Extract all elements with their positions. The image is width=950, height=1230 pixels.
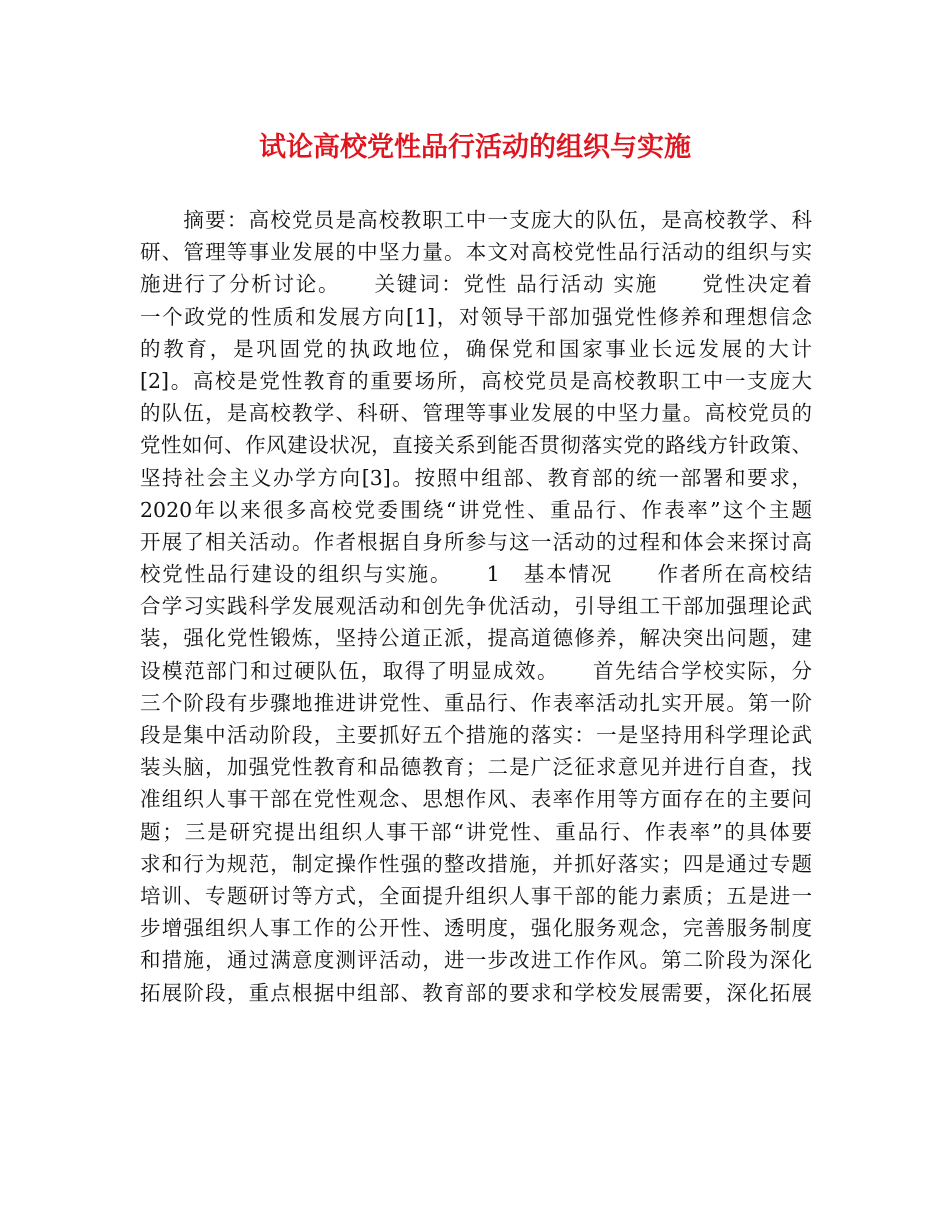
- body-line: 合学习实践科学发展观活动和创先争优活动，引导组工干部加强理论武: [140, 594, 812, 619]
- body-line: 装，强化党性锻炼，坚持公道正派，提高道德修养，解决突出问题，建: [140, 626, 812, 651]
- body-line: 的队伍，是高校教学、科研、管理等事业发展的中坚力量。高校党员的: [140, 401, 812, 426]
- body-line: [2]。高校是党性教育的重要场所，高校党员是高校教职工中一支庞大: [140, 368, 812, 393]
- body-line: 一个政党的性质和发展方向[1]，对领导干部加强党性修养和理想信念: [140, 304, 812, 329]
- body-line: 和措施，通过满意度测评活动，进一步改进工作作风。第二阶段为深化: [140, 948, 812, 973]
- body-line: 培训、专题研讨等方式，全面提升组织人事干部的能力素质；五是进一: [140, 883, 812, 908]
- body-line: 装头脑，加强党性教育和品德教育；二是广泛征求意见并进行自查，找: [140, 755, 812, 780]
- body-line: 段是集中活动阶段，主要抓好五个措施的落实：一是坚持用科学理论武: [140, 723, 812, 747]
- body-line: 开展了相关活动。作者根据自身所参与这一活动的过程和体会来探讨高: [140, 529, 812, 554]
- body-line: 党性如何、作风建设状况，直接关系到能否贯彻落实党的路线方针政策、: [140, 433, 812, 458]
- document-title: 试论高校党性品行活动的组织与实施: [259, 132, 691, 163]
- body-line: 施进行了分析讨论。 关键词：党性 品行活动 实施 党性决定着: [140, 272, 812, 297]
- body-line: 求和行为规范，制定操作性强的整改措施，并抓好落实；四是通过专题: [140, 851, 812, 876]
- body-line: 题；三是研究提出组织人事干部“讲党性、重品行、作表率”的具体要: [140, 819, 812, 844]
- body-line: 拓展阶段，重点根据中组部、教育部的要求和学校发展需要，深化拓展: [140, 980, 812, 1005]
- body-line: 坚持社会主义办学方向[3]。按照中组部、教育部的统一部署和要求，: [140, 465, 812, 490]
- body-line: 步增强组织人事工作的公开性、透明度，强化服务观念，完善服务制度: [140, 916, 812, 941]
- body-line: 2020年以来很多高校党委围绕“讲党性、重品行、作表率”这个主题: [140, 497, 812, 522]
- body-line: 研、管理等事业发展的中坚力量。本文对高校党性品行活动的组织与实: [140, 240, 812, 265]
- body-line: 设模范部门和过硬队伍，取得了明显成效。 首先结合学校实际，分: [140, 658, 812, 683]
- body-line: 的教育，是巩固党的执政地位，确保党和国家事业长远发展的大计: [140, 336, 812, 361]
- body-line: 准组织人事干部在党性观念、思想作风、表率作用等方面存在的主要问: [140, 787, 812, 812]
- body-line: 摘要：高校党员是高校教职工中一支庞大的队伍，是高校教学、科: [140, 208, 812, 232]
- document-body: [140, 204, 812, 1009]
- body-line: 三个阶段有步骤地推进讲党性、重品行、作表率活动扎实开展。第一阶: [140, 690, 812, 715]
- body-line: 校党性品行建设的组织与实施。 1 基本情况 作者所在高校结: [140, 562, 812, 587]
